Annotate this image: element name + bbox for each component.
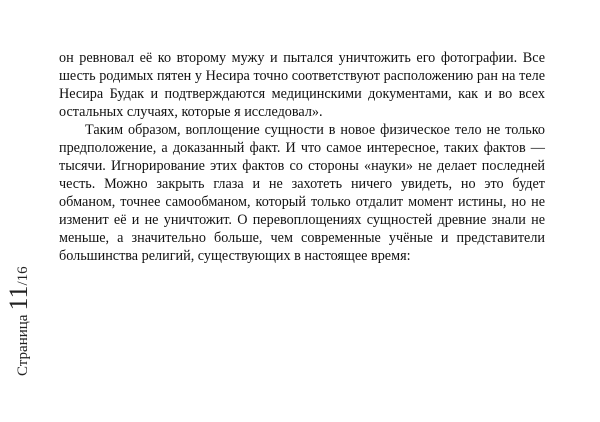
page-number-current: 11 (4, 285, 33, 311)
page-number-total: /16 (15, 266, 31, 286)
paragraph-1: он ревновал её ко второму мужу и пытался уничтожить его фотографии. Все шесть родимых пятен у Несира точно соответствуют расположению ран на теле Несира Будак и подтверждаются медицинскими документами, как и во всех остальных случаях, которые я исследовал». (59, 50, 545, 120)
page-number-label: Страница (15, 314, 31, 376)
page-number (6, 266, 32, 376)
paragraph-2: Таким образом, воплощение сущности в новое физическое тело не только предположение, а доказанный факт. И что самое интересное, таких фактов — тысячи. Игнорирование этих фактов со стороны «науки» не делает последней честь. Можно закрыть глаза и не захотеть ничего увидеть, но это будет обманом, точнее самообманом, который только отдалит момент истины, но не изменит её и не уничтожит. О перевоплощениях сущностей древние знали не меньше, а значительно больше, чем современные учёные и представители большинства религий, существующих в настоящее время: (59, 122, 545, 264)
document-text-body (59, 49, 545, 265)
